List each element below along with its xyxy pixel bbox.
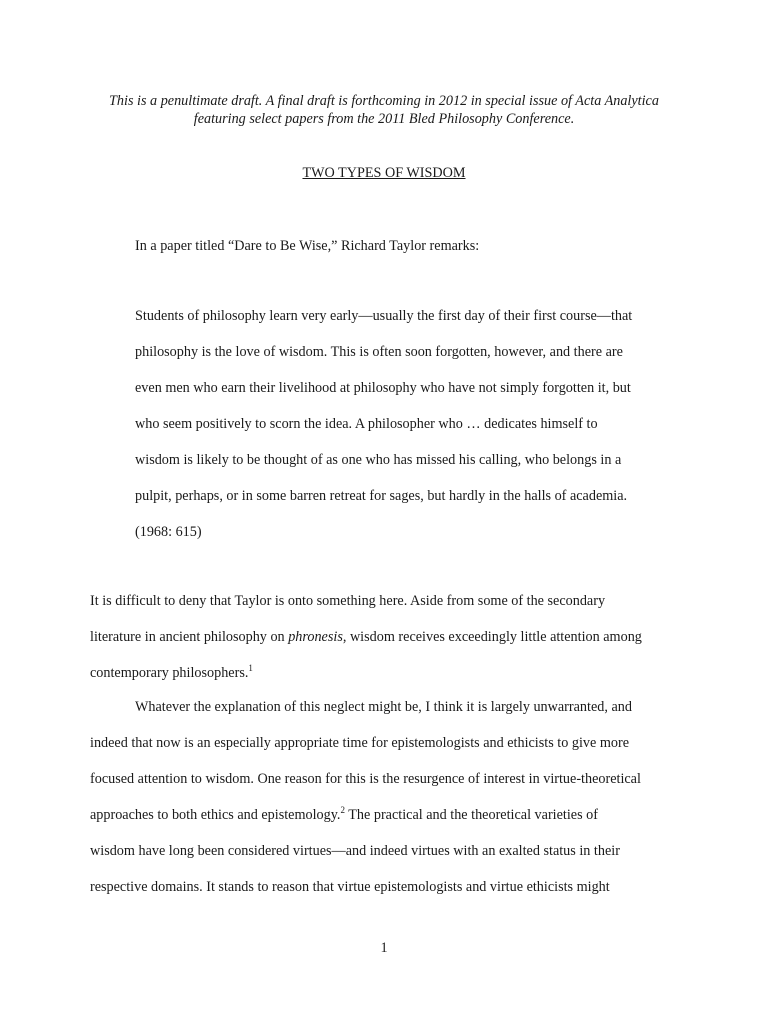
paragraph-line: respective domains. It stands to reason that virtue epistemologists and virtue ethicists might xyxy=(90,879,610,895)
quote-line: philosophy is the love of wisdom. This is often soon forgotten, however, and there are xyxy=(135,344,623,360)
paragraph-line: Whatever the explanation of this neglect might be, I think it is largely unwarranted, and xyxy=(135,699,632,715)
paragraph-line xyxy=(90,619,642,655)
paragraph-line: wisdom have long been considered virtues—and indeed virtues with an exalted status in their xyxy=(90,843,620,859)
text-run: The practical and the theoretical varieties of xyxy=(344,807,598,823)
italic-term: phronesis xyxy=(288,629,343,645)
text-run: contemporary philosophers. xyxy=(90,665,249,681)
document-title-text: TWO TYPES OF WISDOM xyxy=(302,165,466,181)
draft-note xyxy=(60,92,708,128)
draft-note-line: featuring select papers from the 2011 Bled Philosophy Conference. xyxy=(193,111,575,127)
paragraph-line: focused attention to wisdom. One reason for this is the resurgence of interest in virtue-theoretical xyxy=(90,771,641,787)
page-number: 1 xyxy=(380,940,388,956)
paragraph-line xyxy=(90,797,641,833)
paragraph-2 xyxy=(90,689,641,905)
document-title xyxy=(0,165,768,182)
draft-note-line: This is a penultimate draft. A final draft is forthcoming in 2012 in special issue of Acta Analytica xyxy=(109,93,659,109)
footnote-ref[interactable]: 1 xyxy=(248,663,253,673)
quote-line: wisdom is likely to be thought of as one who has missed his calling, who belongs in a xyxy=(135,452,622,468)
paragraph-line: indeed that now is an especially appropriate time for epistemologists and ethicists to give more xyxy=(90,735,629,751)
quote-citation: (1968: 615) xyxy=(135,524,202,540)
intro-sentence xyxy=(135,228,479,264)
quote-line: even men who earn their livelihood at philosophy who have not simply forgotten it, but xyxy=(135,380,631,396)
footnote-ref[interactable]: 2 xyxy=(340,805,345,815)
quote-line: pulpit, perhaps, or in some barren retreat for sages, but hardly in the halls of academia. xyxy=(135,488,628,504)
text-run: literature in ancient philosophy on xyxy=(90,629,289,645)
text-run: approaches to both ethics and epistemology. xyxy=(90,807,341,823)
text-run: , wisdom receives exceedingly little attention among xyxy=(342,629,642,645)
paragraph-1 xyxy=(90,583,642,691)
paragraph-line xyxy=(90,655,642,691)
paragraph-line: It is difficult to deny that Taylor is onto something here. Aside from some of the secondary xyxy=(90,593,606,609)
intro-line: In a paper titled “Dare to Be Wise,” Richard Taylor remarks: xyxy=(135,238,480,254)
quote-line: who seem positively to scorn the idea. A philosopher who … dedicates himself to xyxy=(135,416,598,432)
quote-line: Students of philosophy learn very early—usually the first day of their first course—that xyxy=(135,308,633,324)
block-quote xyxy=(135,298,632,550)
